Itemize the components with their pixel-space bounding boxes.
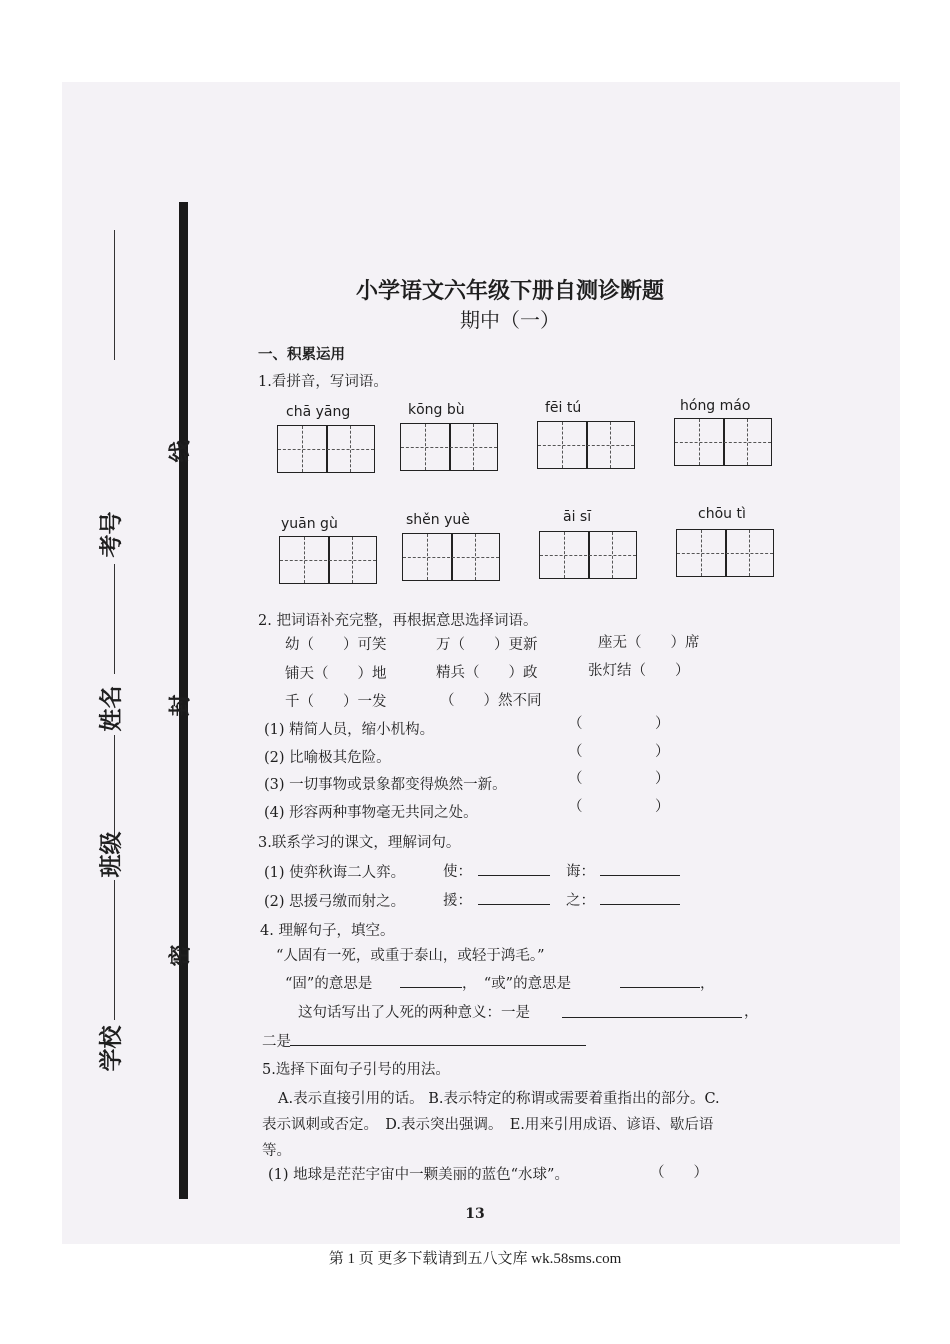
q2-word: 张灯结（ ）: [588, 663, 690, 679]
q5-options: A.表示直接引用的话。 B.表示特定的称谓或需要着重指出的部分。C.: [278, 1091, 720, 1107]
answer-parens[interactable]: （ ）: [568, 799, 670, 815]
q3-item: (2) 思援弓缴而射之。: [264, 894, 406, 910]
q2-word: 座无（ ）席: [598, 635, 700, 651]
q3-heading: 3.联系学习的课文，理解词句。: [258, 835, 461, 851]
q2-word: 万（ ）更新: [436, 637, 538, 653]
pinyin-label: kōng bù: [408, 402, 465, 418]
seal-xian: 线: [168, 440, 194, 463]
q4-text: ，: [744, 1004, 759, 1020]
q4-heading: 4. 理解句子，填空。: [260, 923, 395, 939]
q3-label: 诲：: [566, 864, 595, 880]
q4-quote: “人固有一死，或重于泰山，或轻于鸿毛。”: [276, 948, 545, 964]
q3-label: 援：: [443, 893, 472, 909]
q2-word: （ ）然不同: [440, 693, 542, 709]
writing-grid[interactable]: [674, 418, 772, 466]
q1-heading: 1.看拼音，写词语。: [258, 374, 388, 390]
kaohao-underline: [114, 230, 115, 360]
writing-grid[interactable]: [402, 533, 500, 581]
page-subtitle: 期中（一）: [460, 308, 560, 332]
page-number: 13: [465, 1206, 485, 1222]
q2-item: (2) 比喻极其危险。: [264, 750, 391, 766]
answer-blank[interactable]: [600, 861, 680, 876]
writing-grid[interactable]: [537, 421, 635, 469]
xingming-label: 姓名: [98, 685, 125, 732]
writing-grid[interactable]: [277, 425, 375, 473]
answer-parens[interactable]: （ ）: [568, 744, 670, 760]
xuexiao-label: 学校: [98, 1025, 125, 1072]
q3-item: (1) 使弈秋诲二人弈。: [264, 865, 406, 881]
writing-grid[interactable]: [400, 423, 498, 471]
answer-blank[interactable]: [400, 973, 462, 988]
q5-options: 等。: [262, 1143, 291, 1159]
q5-item: (1) 地球是茫茫宇宙中一颗美丽的蓝色“水球”。: [268, 1167, 569, 1183]
writing-grid[interactable]: [279, 536, 377, 584]
section-heading: 一、积累运用: [258, 347, 345, 363]
answer-blank[interactable]: [600, 890, 680, 905]
pinyin-label: chōu tì: [698, 506, 746, 522]
q5-heading: 5.选择下面句子引号的用法。: [262, 1062, 450, 1078]
q5-options: 表示讽刺或否定。 D.表示突出强调。 E.用来引用成语、谚语、歇后语: [262, 1117, 714, 1133]
q3-label: 使：: [443, 864, 472, 880]
answer-blank[interactable]: [620, 973, 700, 988]
q2-word: 精兵（ ）政: [436, 665, 538, 681]
q2-item: (3) 一切事物或景象都变得焕然一新。: [264, 777, 507, 793]
q4-text: ， “或”的意思是: [462, 976, 572, 992]
q4-text: ，: [700, 976, 715, 992]
q2-item: (4) 形容两种事物毫无共同之处。: [264, 805, 478, 821]
answer-parens[interactable]: （ ）: [568, 771, 670, 787]
pinyin-label: yuān gù: [281, 516, 338, 532]
pinyin-label: fēi tú: [545, 400, 582, 416]
q2-word: 幼（ ）可笑: [285, 637, 387, 653]
page-title: 小学语文六年级下册自测诊断题: [355, 279, 664, 304]
xuexiao-underline: [114, 880, 115, 1020]
answer-blank[interactable]: [478, 861, 550, 876]
answer-parens[interactable]: （ ）: [568, 716, 670, 732]
answer-blank[interactable]: [478, 890, 550, 905]
writing-grid[interactable]: [539, 531, 637, 579]
banji-label: 班级: [98, 831, 125, 878]
answer-parens[interactable]: （ ）: [650, 1165, 708, 1181]
pinyin-label: āi sī: [563, 509, 592, 525]
answer-blank[interactable]: [562, 1003, 742, 1018]
seal-mi: 密: [168, 944, 194, 967]
q2-word: 千（ ）一发: [285, 694, 387, 710]
q4-text: 二是: [262, 1034, 291, 1050]
pinyin-label: chā yāng: [286, 404, 351, 420]
footer-text: 第 1 页 更多下载请到五八文库 wk.58sms.com: [328, 1251, 622, 1267]
seal-feng: 封: [168, 694, 194, 717]
q4-text: “固”的意思是: [285, 976, 373, 992]
q2-item: (1) 精简人员，缩小机构。: [264, 722, 435, 738]
pinyin-label: hóng máo: [680, 398, 751, 414]
q2-heading: 2. 把词语补充完整，再根据意思选择词语。: [258, 613, 538, 629]
xingming-underline: [114, 564, 115, 674]
answer-blank[interactable]: [290, 1031, 586, 1046]
q2-word: 铺天（ ）地: [285, 666, 387, 682]
q3-label: 之：: [566, 893, 595, 909]
pinyin-label: shěn yuè: [406, 512, 470, 528]
kaohao-label: 考号: [98, 511, 125, 558]
q4-text: 这句话写出了人死的两种意义：一是: [298, 1005, 530, 1021]
writing-grid[interactable]: [676, 529, 774, 577]
